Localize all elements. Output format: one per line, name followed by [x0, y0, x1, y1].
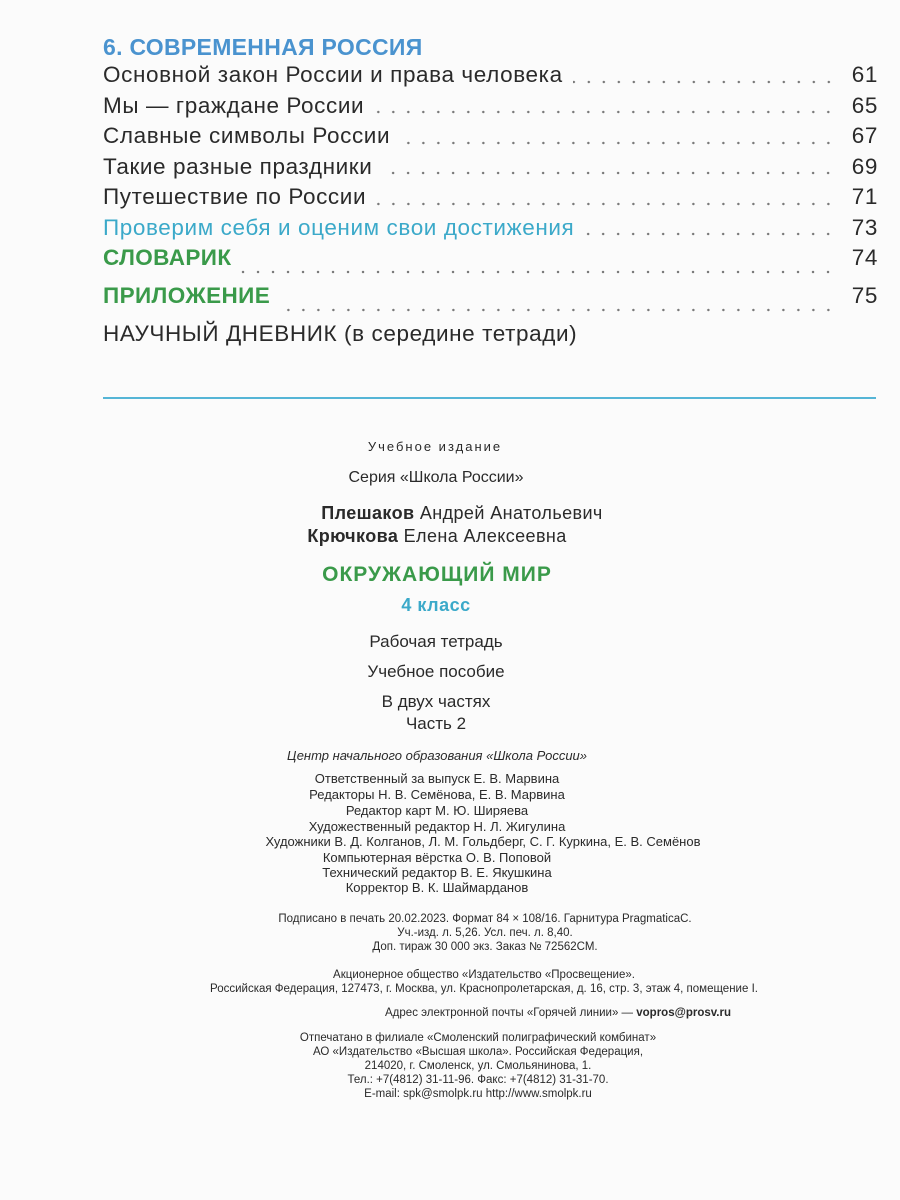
toc-entry-page: 67 [851, 123, 878, 148]
edition-label: Учебное издание [367, 439, 503, 454]
toc-entry-page: 69 [851, 153, 878, 179]
toc-entry[interactable] [103, 93, 878, 124]
chapter-heading: 6. СОВРЕМЕННАЯ РОССИЯ [103, 34, 423, 60]
credit-line: Художественный редактор Н. Л. Жигулина [308, 819, 566, 834]
dot-leader [400, 141, 836, 145]
hotline-email[interactable]: vopros@prosv.ru [636, 1007, 731, 1019]
toc-entry-title: СЛОВАРИК [103, 245, 232, 270]
hotline-line [108, 1007, 900, 1019]
toc-entry-title: Проверим себя и оценим свои достижения [103, 214, 575, 240]
credit-line: Компьютерная вёрстка О. В. Поповой [322, 850, 552, 865]
toc-entry[interactable] [103, 154, 878, 185]
toc-entry[interactable] [103, 62, 878, 93]
dot-leader [584, 232, 836, 236]
dot-leader [280, 308, 836, 312]
publisher-line: Акционерное общество «Издательство «Просвещение». [333, 969, 635, 981]
toc-entry-self-check[interactable] [103, 215, 878, 246]
toc-entry-page: 71 [851, 184, 878, 209]
part-number: Часть 2 [405, 714, 467, 733]
parts-label: В двух частях [381, 692, 491, 711]
credit-line: Художники В. Д. Колганов, Л. М. Гольдберг, С. Г. Куркина, Е. В. Семёнов [265, 834, 701, 849]
author-1 [12, 503, 900, 524]
toc-entry-title: Основной закон России и права человека [103, 62, 563, 87]
credit-line: Редактор карт М. Ю. Ширяева [345, 803, 529, 818]
book-title: ОКРУЖАЮЩИЙ МИР [322, 563, 552, 586]
toc-entry-page: 75 [851, 283, 878, 308]
printer-line: АО «Издательство «Высшая школа». Российская Федерация, [312, 1046, 644, 1058]
education-center: Центр начального образования «Школа России» [286, 748, 588, 763]
toc-entry-page: 65 [851, 92, 878, 118]
toc-entry-title: Мы — граждане России [103, 92, 365, 118]
publisher-line: Российская Федерация, 127473, г. Москва, ул. Краснопролетарская, д. 16, стр. 3, этаж 4, помещение I. [210, 983, 758, 995]
credit-line: Технический редактор В. Е. Якушкина [322, 865, 552, 880]
toc-entry-page: 73 [851, 214, 878, 240]
credit-line: Ответственный за выпуск Е. В. Марвина [314, 771, 560, 786]
divider-line [103, 397, 876, 399]
toc-entry[interactable] [103, 123, 878, 154]
printer-contacts[interactable]: E-mail: spk@smolpk.ru http://www.smolpk.ru [364, 1088, 592, 1100]
dot-leader [241, 270, 836, 274]
toc-entry-title: Такие разные праздники [103, 153, 373, 179]
author-2-last-name: Крючкова [307, 526, 399, 546]
series-label: Серия «Школа России» [348, 469, 524, 486]
author-1-last-name: Плешаков [321, 503, 415, 523]
print-info-line: Подписано в печать 20.02.2023. Формат 84 × 108/16. Гарнитура PragmaticaC. [278, 913, 692, 925]
toc-entry-page: 74 [851, 245, 878, 270]
author-1-first-name: Андрей Анатольевич [419, 503, 603, 523]
toc-entry-appendix[interactable] [103, 283, 878, 321]
credit-line: Корректор В. К. Шаймарданов [345, 880, 529, 895]
table-of-contents [103, 32, 878, 359]
print-info-line: Доп. тираж 30 000 экз. Заказ № 72562СМ. [372, 941, 598, 953]
printer-line: Тел.: +7(4812) 31-11-96. Факс: +7(4812) 31-31-70. [347, 1074, 609, 1086]
print-info-line: Уч.-изд. л. 5,26. Усл. печ. л. 8,40. [397, 927, 573, 939]
hotline-label: Адрес электронной почты «Горячей линии» — [385, 1007, 634, 1019]
toc-entry-title: Славные символы России [103, 123, 391, 148]
book-type-manual: Учебное пособие [367, 662, 505, 681]
toc-entry-page: 61 [851, 62, 878, 87]
printer-line: 214020, г. Смоленск, ул. Смольянинова, 1. [364, 1060, 592, 1072]
toc-entry-title: Путешествие по России [103, 184, 367, 209]
author-2 [0, 526, 887, 547]
toc-entry-title: НАУЧНЫЙ ДНЕВНИК (в середине тетради) [103, 321, 578, 346]
dot-leader [573, 80, 836, 84]
grade-label: 4 класс [401, 595, 471, 615]
dot-leader [382, 171, 836, 175]
author-2-first-name: Елена Алексеевна [403, 526, 567, 546]
dot-leader [376, 202, 836, 206]
printer-line: Отпечатано в филиале «Смоленский полиграфический комбинат» [299, 1032, 657, 1044]
book-type-workbook: Рабочая тетрадь [369, 632, 503, 651]
dot-leader [374, 110, 836, 114]
toc-entry[interactable] [103, 184, 878, 215]
credit-line: Редакторы Н. В. Семёнова, Е. В. Марвина [309, 787, 565, 802]
toc-entry-title: ПРИЛОЖЕНИЕ [103, 283, 271, 308]
toc-entry-glossary[interactable] [103, 245, 878, 283]
toc-entry-notebook[interactable] [103, 321, 878, 359]
